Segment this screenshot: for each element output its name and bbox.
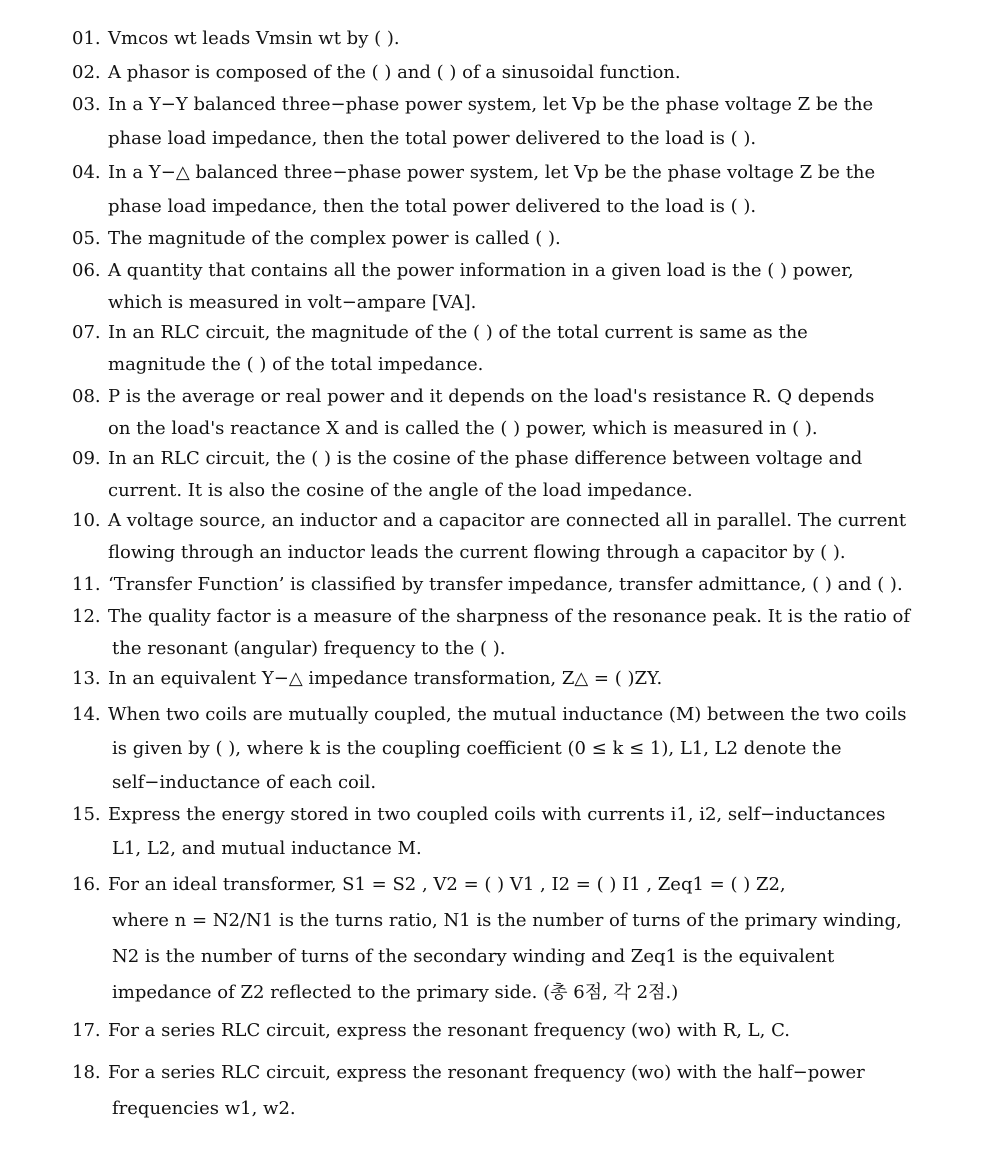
question-text: phase load impedance, then the total power delivered to the load is ( ). (108, 196, 757, 217)
question-text: A phasor is composed of the ( ) and ( ) of a sinusoidal function. (108, 62, 681, 83)
question-continuation-line (72, 640, 505, 658)
question-text: For a series RLC circuit, express the resonant frequency (wo) with the half−power (108, 1062, 865, 1083)
question-text: impedance of Z2 reflected to the primary side. (총 6점, 각 2점.) (112, 982, 679, 1003)
question-number: 13. (72, 668, 101, 689)
question-first-line (72, 512, 906, 530)
question-continuation-line (72, 1100, 296, 1118)
question-number: 05. (72, 228, 101, 249)
question-first-line (72, 608, 910, 626)
question-first-line (72, 230, 561, 248)
question-continuation-line (72, 840, 422, 858)
question-first-line (72, 164, 875, 182)
question-first-line (72, 30, 400, 48)
question-text: N2 is the number of turns of the secondary winding and Zeq1 is the equivalent (112, 946, 835, 967)
question-text: frequencies w1, w2. (112, 1098, 296, 1119)
question-continuation-line (72, 774, 376, 792)
question-text: In an equivalent Y−△ impedance transformation, Z△ = ( )ZY. (108, 668, 663, 689)
question-text: The magnitude of the complex power is called ( ). (108, 228, 561, 249)
question-text: ‘Transfer Function’ is classified by transfer impedance, transfer admittance, ( ) and ( ). (108, 574, 903, 595)
question-continuation-line (72, 912, 902, 930)
question-text: In an RLC circuit, the ( ) is the cosine of the phase difference between voltage and (108, 448, 863, 469)
question-text: A quantity that contains all the power information in a given load is the ( ) power, (108, 260, 854, 281)
question-continuation-line (72, 294, 476, 312)
question-text: Express the energy stored in two coupled coils with currents i1, i2, self−inductances (108, 804, 886, 825)
question-number: 14. (72, 704, 101, 725)
question-number: 02. (72, 62, 101, 83)
question-continuation-line (72, 984, 678, 1002)
question-number: 10. (72, 510, 101, 531)
question-first-line (72, 876, 786, 894)
question-text: In a Y−△ balanced three−phase power system, let Vp be the phase voltage Z be the (108, 162, 876, 183)
question-text: current. It is also the cosine of the angle of the load impedance. (108, 480, 693, 501)
question-first-line (72, 96, 873, 114)
question-text: P is the average or real power and it depends on the load's resistance R. Q depends (108, 386, 875, 407)
question-text: on the load's reactance X and is called the ( ) power, which is measured in ( ). (108, 418, 818, 439)
question-first-line (72, 806, 885, 824)
question-continuation-line (72, 544, 846, 562)
question-first-line (72, 670, 662, 688)
question-number: 06. (72, 260, 101, 281)
question-text: In an RLC circuit, the magnitude of the ( ) of the total current is same as the (108, 322, 808, 343)
question-first-line (72, 388, 874, 406)
question-text: For a series RLC circuit, express the resonant frequency (wo) with R, L, C. (108, 1020, 790, 1041)
question-text: Vmcos wt leads Vmsin wt by ( ). (108, 28, 400, 49)
question-first-line (72, 64, 681, 82)
question-text: In a Y−Y balanced three−phase power system, let Vp be the phase voltage Z be the (108, 94, 874, 115)
question-first-line (72, 1022, 790, 1040)
question-continuation-line (72, 740, 841, 758)
question-first-line (72, 1064, 865, 1082)
question-text: When two coils are mutually coupled, the mutual inductance (M) between the two coils (108, 704, 907, 725)
question-number: 16. (72, 874, 101, 895)
question-text: where n = N2/N1 is the turns ratio, N1 is the number of turns of the primary winding, (112, 910, 902, 931)
question-continuation-line (72, 482, 693, 500)
question-number: 12. (72, 606, 101, 627)
question-number: 08. (72, 386, 101, 407)
question-text: For an ideal transformer, S1 = S2 , V2 = ( ) V1 , I2 = ( ) I1 , Zeq1 = ( ) Z2, (108, 874, 786, 895)
question-text: is given by ( ), where k is the coupling coefficient (0 ≤ k ≤ 1), L1, L2 denote the (112, 738, 842, 759)
question-text: magnitude the ( ) of the total impedance. (108, 354, 484, 375)
question-text: phase load impedance, then the total power delivered to the load is ( ). (108, 128, 757, 149)
question-text: The quality factor is a measure of the sharpness of the resonance peak. It is the ratio of (108, 606, 911, 627)
question-number: 09. (72, 448, 101, 469)
question-number: 01. (72, 28, 101, 49)
question-number: 04. (72, 162, 101, 183)
question-continuation-line (72, 420, 818, 438)
question-number: 18. (72, 1062, 101, 1083)
question-continuation-line (72, 356, 483, 374)
question-number: 17. (72, 1020, 101, 1041)
question-first-line (72, 450, 862, 468)
question-first-line (72, 706, 907, 724)
question-continuation-line (72, 130, 756, 148)
question-text: self−inductance of each coil. (112, 772, 377, 793)
question-continuation-line (72, 198, 756, 216)
question-text: flowing through an inductor leads the current flowing through a capacitor by ( ). (108, 542, 846, 563)
question-number: 15. (72, 804, 101, 825)
question-text: the resonant (angular) frequency to the ( ). (112, 638, 506, 659)
question-number: 03. (72, 94, 101, 115)
question-first-line (72, 262, 854, 280)
question-text: A voltage source, an inductor and a capacitor are connected all in parallel. The current (108, 510, 907, 531)
question-text: L1, L2, and mutual inductance M. (112, 838, 422, 859)
question-first-line (72, 576, 903, 594)
question-number: 07. (72, 322, 101, 343)
question-continuation-line (72, 948, 834, 966)
question-number: 11. (72, 574, 101, 595)
question-first-line (72, 324, 808, 342)
question-text: which is measured in volt−ampare [VA]. (108, 292, 477, 313)
